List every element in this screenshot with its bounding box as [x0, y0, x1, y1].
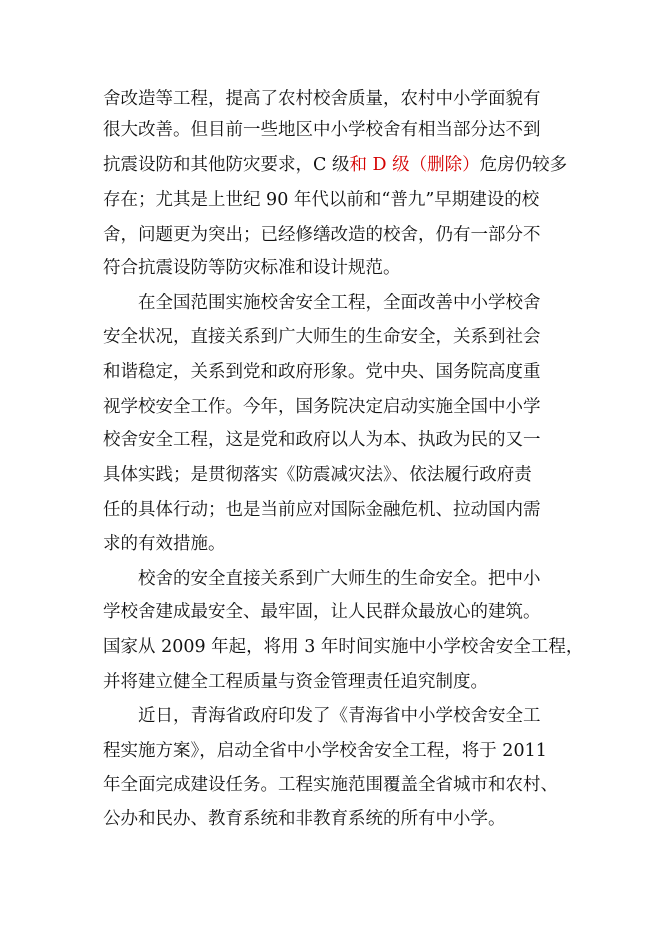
- paragraph-4-line-1: 近日，青海省政府印发了《青海省中小学校舍安全工: [138, 706, 541, 726]
- paragraph-3-line-4: 并将建立健全工程质量与资金管理责任追究制度。: [103, 672, 488, 692]
- paragraph-1-line-3-prefix: 抗震设防和其他防灾要求，C 级: [103, 155, 350, 175]
- paragraph-2-line-1: 在全国范围实施校舍安全工程，全面改善中小学校舍: [138, 293, 541, 313]
- paragraph-2-line-2: 安全状况，直接关系到广大师生的生命安全，关系到社会: [103, 327, 541, 347]
- paragraph-1-line-1: 舍改造等工程，提高了农村校舍质量，农村中小学面貌有: [103, 89, 541, 109]
- paragraph-2-line-5: 校舍安全工程，这是党和政府以人为本、执政为民的又一: [103, 430, 541, 450]
- paragraph-2-line-8: 求的有效措施。: [103, 534, 226, 554]
- paragraph-3-line-2: 学校舍建成最安全、最牢固，让人民群众最放心的建筑。: [103, 602, 541, 622]
- paragraph-3-line-1: 校舍的安全直接关系到广大师生的生命安全。把中小: [138, 569, 541, 589]
- paragraph-3-line-3: 国家从 2009 年起，将用 3 年时间实施中小学校舍安全工程，: [103, 637, 584, 657]
- paragraph-1-line-2: 很大改善。但目前一些地区中小学校舍有相当部分达不到: [103, 120, 541, 140]
- paragraph-1-line-5: 舍，问题更为突出；已经修缮改造的校舍，仍有一部分不: [103, 225, 541, 245]
- paragraph-2-line-7: 任的具体行动；也是当前应对国际金融危机、拉动国内需: [103, 500, 541, 520]
- paragraph-4-line-2: 程实施方案》，启动全省中小学校舍安全工程，将于 2011: [103, 741, 547, 761]
- deletion-mark: 和 D 级（删除）: [349, 155, 480, 175]
- paragraph-2-line-3: 和谐稳定，关系到党和政府形象。党中央、国务院高度重: [103, 362, 541, 382]
- paragraph-1-line-4: 存在；尤其是上世纪 90 年代以前和“普九”早期建设的校: [103, 190, 540, 210]
- paragraph-1-line-6: 符合抗震设防等防灾标准和设计规范。: [103, 258, 401, 278]
- paragraph-1-line-3-suffix: 危房仍较多: [479, 155, 568, 175]
- paragraph-2-line-4: 视学校安全工作。今年，国务院决定启动实施全国中小学: [103, 397, 541, 417]
- paragraph-4-line-3: 年全面完成建设任务。工程实施范围覆盖全省城市和农村、: [103, 775, 558, 795]
- paragraph-4-line-4: 公办和民办、教育系统和非教育系统的所有中小学。: [103, 809, 506, 829]
- paragraph-1-line-3: [103, 155, 567, 175]
- paragraph-2-line-6: 具体实践；是贯彻落实《防震减灾法》、依法履行政府责: [103, 465, 532, 485]
